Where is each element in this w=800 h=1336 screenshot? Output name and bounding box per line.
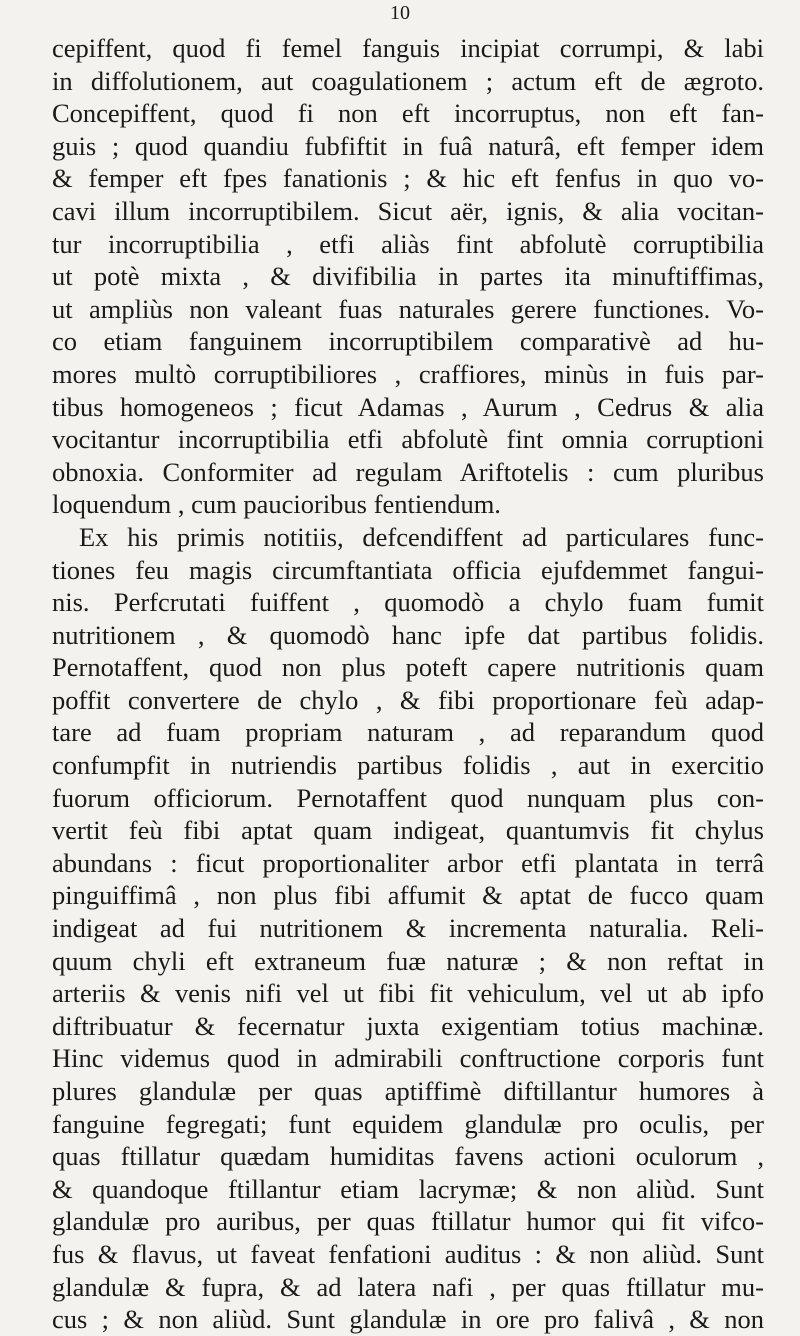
text-line: cavi illum incorruptibilem. Sicut aër, ignis, & alia vocitan-	[52, 195, 764, 226]
text-line: vertit feù fibi aptat quam indigeat, quantumvis fit chylus	[52, 815, 764, 846]
text-line: Pernotaffent, quod non plus poteft capere nutritionis quam	[52, 652, 764, 683]
text-line: Ex his primis notitiis, defcendiffent ad particulares func-	[79, 521, 764, 552]
text-line: nutritionem , & quomodò hanc ipfe dat partibus folidis.	[52, 619, 764, 650]
text-line: & quandoque ftillantur etiam lacrymæ; & non aliùd. Sunt	[52, 1173, 764, 1204]
text-line: in diffolutionem, aut coagulationem ; actum eft de ægroto.	[52, 65, 764, 96]
text-line: glandulæ pro auribus, per quas ftillatur humor qui fit vifco-	[52, 1206, 764, 1237]
text-line: abundans : ficut proportionaliter arbor etfi plantata in terrâ	[52, 847, 764, 878]
text-line: fanguine fegregati; funt equidem glandulæ pro oculis, per	[52, 1108, 764, 1139]
text-line: cepiffent, quod fi femel fanguis incipiat corrumpi, & labi	[52, 33, 764, 63]
text-line: arteriis & venis nifi vel ut fibi fit vehiculum, vel ut ab ipfo	[52, 978, 764, 1009]
page-number: 10	[390, 2, 410, 24]
text-line: tiones feu magis circumftantiata officia ejufdemmet fangui-	[52, 554, 764, 585]
text-line: guis ; quod quandiu fubfiftit in fuâ naturâ, eft femper idem	[52, 130, 764, 161]
body-text	[52, 32, 764, 1336]
text-line: Hinc videmus quod in admirabili conftructione corporis funt	[52, 1043, 764, 1074]
text-line: ut potè mixta , & divifibilia in partes ita minuftiffimas,	[52, 261, 764, 292]
text-line: confumpfit in nutriendis partibus folidis , aut in exercitio	[52, 750, 764, 781]
text-line: nis. Perfcrutati fuiffent , quomodò a chylo fuam fumit	[52, 587, 764, 618]
text-line: glandulæ & fupra, & ad latera nafi , per quas ftillatur mu-	[52, 1271, 764, 1302]
text-line: pinguiffimâ , non plus fibi affumit & aptat de fucco quam	[52, 880, 764, 911]
text-line: tare ad fuam propriam naturam , ad reparandum quod	[52, 717, 764, 748]
text-line: fus & flavus, ut faveat fenfationi auditus : & non aliùd. Sunt	[52, 1238, 764, 1269]
text-line: diftribuatur & fecernatur juxta exigentiam totius machinæ.	[52, 1010, 764, 1041]
text-line: fuorum officiorum. Pernotaffent quod nunquam plus con-	[52, 782, 764, 813]
text-line: vocitantur incorruptibilia etfi abfolutè fint omnia corruptioni	[52, 424, 764, 455]
text-line: Concepiffent, quod fi non eft incorruptus, non eft fan-	[52, 98, 764, 129]
text-line: quum chyli eft extraneum fuæ naturæ ; & non reftat in	[52, 945, 764, 976]
text-line: mores multò corruptibiliores , craffiores, minùs in fuis par-	[52, 358, 764, 389]
text-line: plures glandulæ per quas aptiffimè diftillantur humores à	[52, 1076, 764, 1106]
text-line: cus ; & non aliùd. Sunt glandulæ in ore pro falivâ , & non	[52, 1304, 764, 1335]
text-line: tibus homogeneos ; ficut Adamas , Aurum , Cedrus & alia	[52, 391, 764, 422]
text-line: loquendum , cum paucioribus fentiendum.	[52, 489, 501, 520]
text-line: ut ampliùs non valeant fuas naturales gerere functiones. Vo-	[52, 293, 764, 324]
text-line: tur incorruptibilia , etfi aliàs fint abfolutè corruptibilia	[52, 228, 764, 259]
text-line: poffit convertere de chylo , & fibi proportionare feù adap-	[52, 684, 764, 715]
text-line: co etiam fanguinem incorruptibilem comparativè ad hu-	[52, 326, 764, 357]
text-line: quas ftillatur quædam humiditas favens actioni oculorum ,	[52, 1141, 764, 1172]
text-line: & femper eft fpes fanationis ; & hic eft fenfus in quo vo-	[52, 163, 764, 194]
text-line: obnoxia. Conformiter ad regulam Ariftotelis : cum pluribus	[52, 456, 764, 487]
text-line: indigeat ad fui nutritionem & incrementa naturalia. Reli-	[52, 913, 764, 944]
